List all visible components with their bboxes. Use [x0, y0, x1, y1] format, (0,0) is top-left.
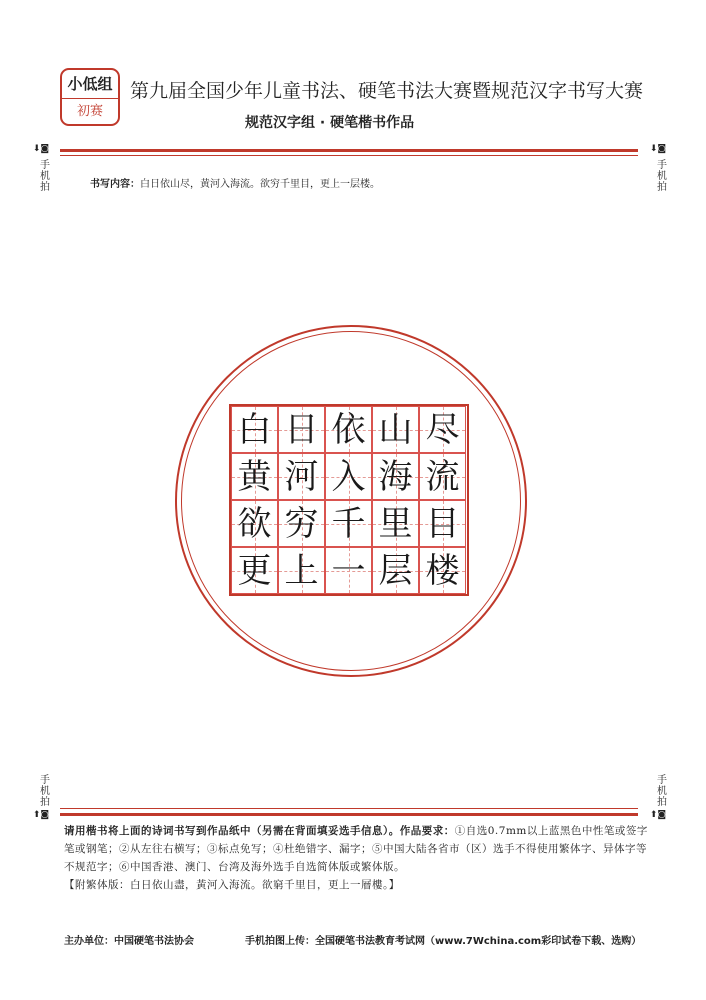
- writing-content-text: 白日依山尽，黄河入海流。欲穷千里目，更上一层楼。: [140, 179, 380, 190]
- page-title: 第九届全国少年儿童书法、硬笔书法大赛暨规范汉字书写大赛: [130, 80, 644, 102]
- phone-photo-text-top-right: 手机拍: [657, 160, 667, 193]
- grid-cell[interactable]: [372, 453, 419, 500]
- page-subtitle: 规范汉字组 · 硬笔楷书作品: [245, 115, 415, 131]
- grid-cell[interactable]: [231, 453, 278, 500]
- stage-label: 初赛: [76, 104, 103, 119]
- grid-cell[interactable]: [278, 453, 325, 500]
- grid-char: 目: [425, 504, 460, 544]
- top-rule-thin: [60, 155, 638, 156]
- grid-char: 千: [331, 504, 366, 544]
- grid-char: 依: [331, 410, 366, 450]
- bottom-rule-thick: [60, 813, 638, 816]
- phone-photo-text-bottom-left: 手机拍: [40, 775, 50, 808]
- grid-cell[interactable]: [419, 547, 466, 594]
- camera-icon: ⬆◙: [32, 810, 50, 820]
- grid-char: 穷: [284, 504, 319, 544]
- grid-char: 河: [284, 457, 319, 497]
- bottom-rule-thin: [60, 808, 638, 809]
- group-label: 小低组: [62, 70, 118, 99]
- grid-cell[interactable]: [372, 406, 419, 453]
- instructions-requirements: ①自选0.7mm以上蓝黑色中性笔或签字笔或钢笔；②从左往右横写；③标点免写；④杜绝错字、漏字；⑤中国大陆各省市（区）选手不得使用繁体字、异体字等不规范字；⑥中国香港、澳门、台湾及海外选手自选简体版或繁体版。: [64, 825, 648, 873]
- grid-char: 海: [378, 457, 413, 497]
- footer-organizer: 主办单位：中国硬笔书法协会: [64, 936, 194, 947]
- grid-cell[interactable]: [325, 453, 372, 500]
- camera-icon: ⬇◙: [32, 144, 50, 154]
- grid-char: 白: [237, 410, 272, 450]
- grid-cell[interactable]: [278, 406, 325, 453]
- top-rule-thick: [60, 149, 638, 152]
- grid-cell[interactable]: [419, 406, 466, 453]
- grid-cell[interactable]: [231, 406, 278, 453]
- phone-photo-marker-bottom-left: [32, 810, 52, 821]
- grid-cell[interactable]: [325, 406, 372, 453]
- phone-photo-text-bottom-right: 手机拍: [657, 775, 667, 808]
- phone-photo-marker-top-right: [649, 144, 669, 155]
- writing-content: [90, 175, 380, 190]
- grid-char: 上: [284, 551, 319, 591]
- grid-cell[interactable]: [372, 547, 419, 594]
- camera-icon: ⬇◙: [649, 144, 667, 154]
- grid-char: 入: [331, 457, 366, 497]
- grid-char: 尽: [425, 410, 460, 450]
- group-badge: [60, 68, 120, 126]
- instructions-lead: 请用楷书将上面的诗词书写到作品纸中（另需在背面填妥选手信息）。作品要求：: [64, 825, 455, 837]
- instructions: [64, 822, 654, 894]
- phone-photo-text-top-left: 手机拍: [40, 160, 50, 193]
- grid-cell[interactable]: [278, 547, 325, 594]
- phone-photo-marker-bottom-right: [649, 810, 669, 821]
- writing-grid: [229, 404, 469, 596]
- grid-cell[interactable]: [325, 500, 372, 547]
- phone-photo-marker-top-left: [32, 144, 52, 155]
- grid-char: 日: [284, 410, 319, 450]
- grid-char: 楼: [425, 551, 460, 591]
- grid-cell[interactable]: [325, 547, 372, 594]
- grid-cell[interactable]: [372, 500, 419, 547]
- instructions-traditional: 【附繁体版：白日依山盡，黃河入海流。欲窮千里目，更上一層樓。】: [64, 879, 400, 891]
- grid-char: 欲: [237, 504, 272, 544]
- grid-char: 黄: [237, 457, 272, 497]
- grid-char: 一: [331, 551, 366, 591]
- grid-cell[interactable]: [231, 547, 278, 594]
- grid-char: 流: [425, 457, 460, 497]
- footer-upload: 手机拍图上传：全国硬笔书法教育考试网（www.7Wchina.com彩印试卷下载、选购）: [245, 936, 642, 947]
- grid-cell[interactable]: [278, 500, 325, 547]
- grid-cell[interactable]: [231, 500, 278, 547]
- grid-char: 山: [378, 410, 413, 450]
- grid-char: 更: [237, 551, 272, 591]
- writing-content-label: 书写内容：: [90, 179, 140, 190]
- grid-cell[interactable]: [419, 453, 466, 500]
- grid-char: 里: [378, 504, 413, 544]
- grid-cell[interactable]: [419, 500, 466, 547]
- camera-icon: ⬆◙: [649, 810, 667, 820]
- grid-char: 层: [378, 551, 413, 591]
